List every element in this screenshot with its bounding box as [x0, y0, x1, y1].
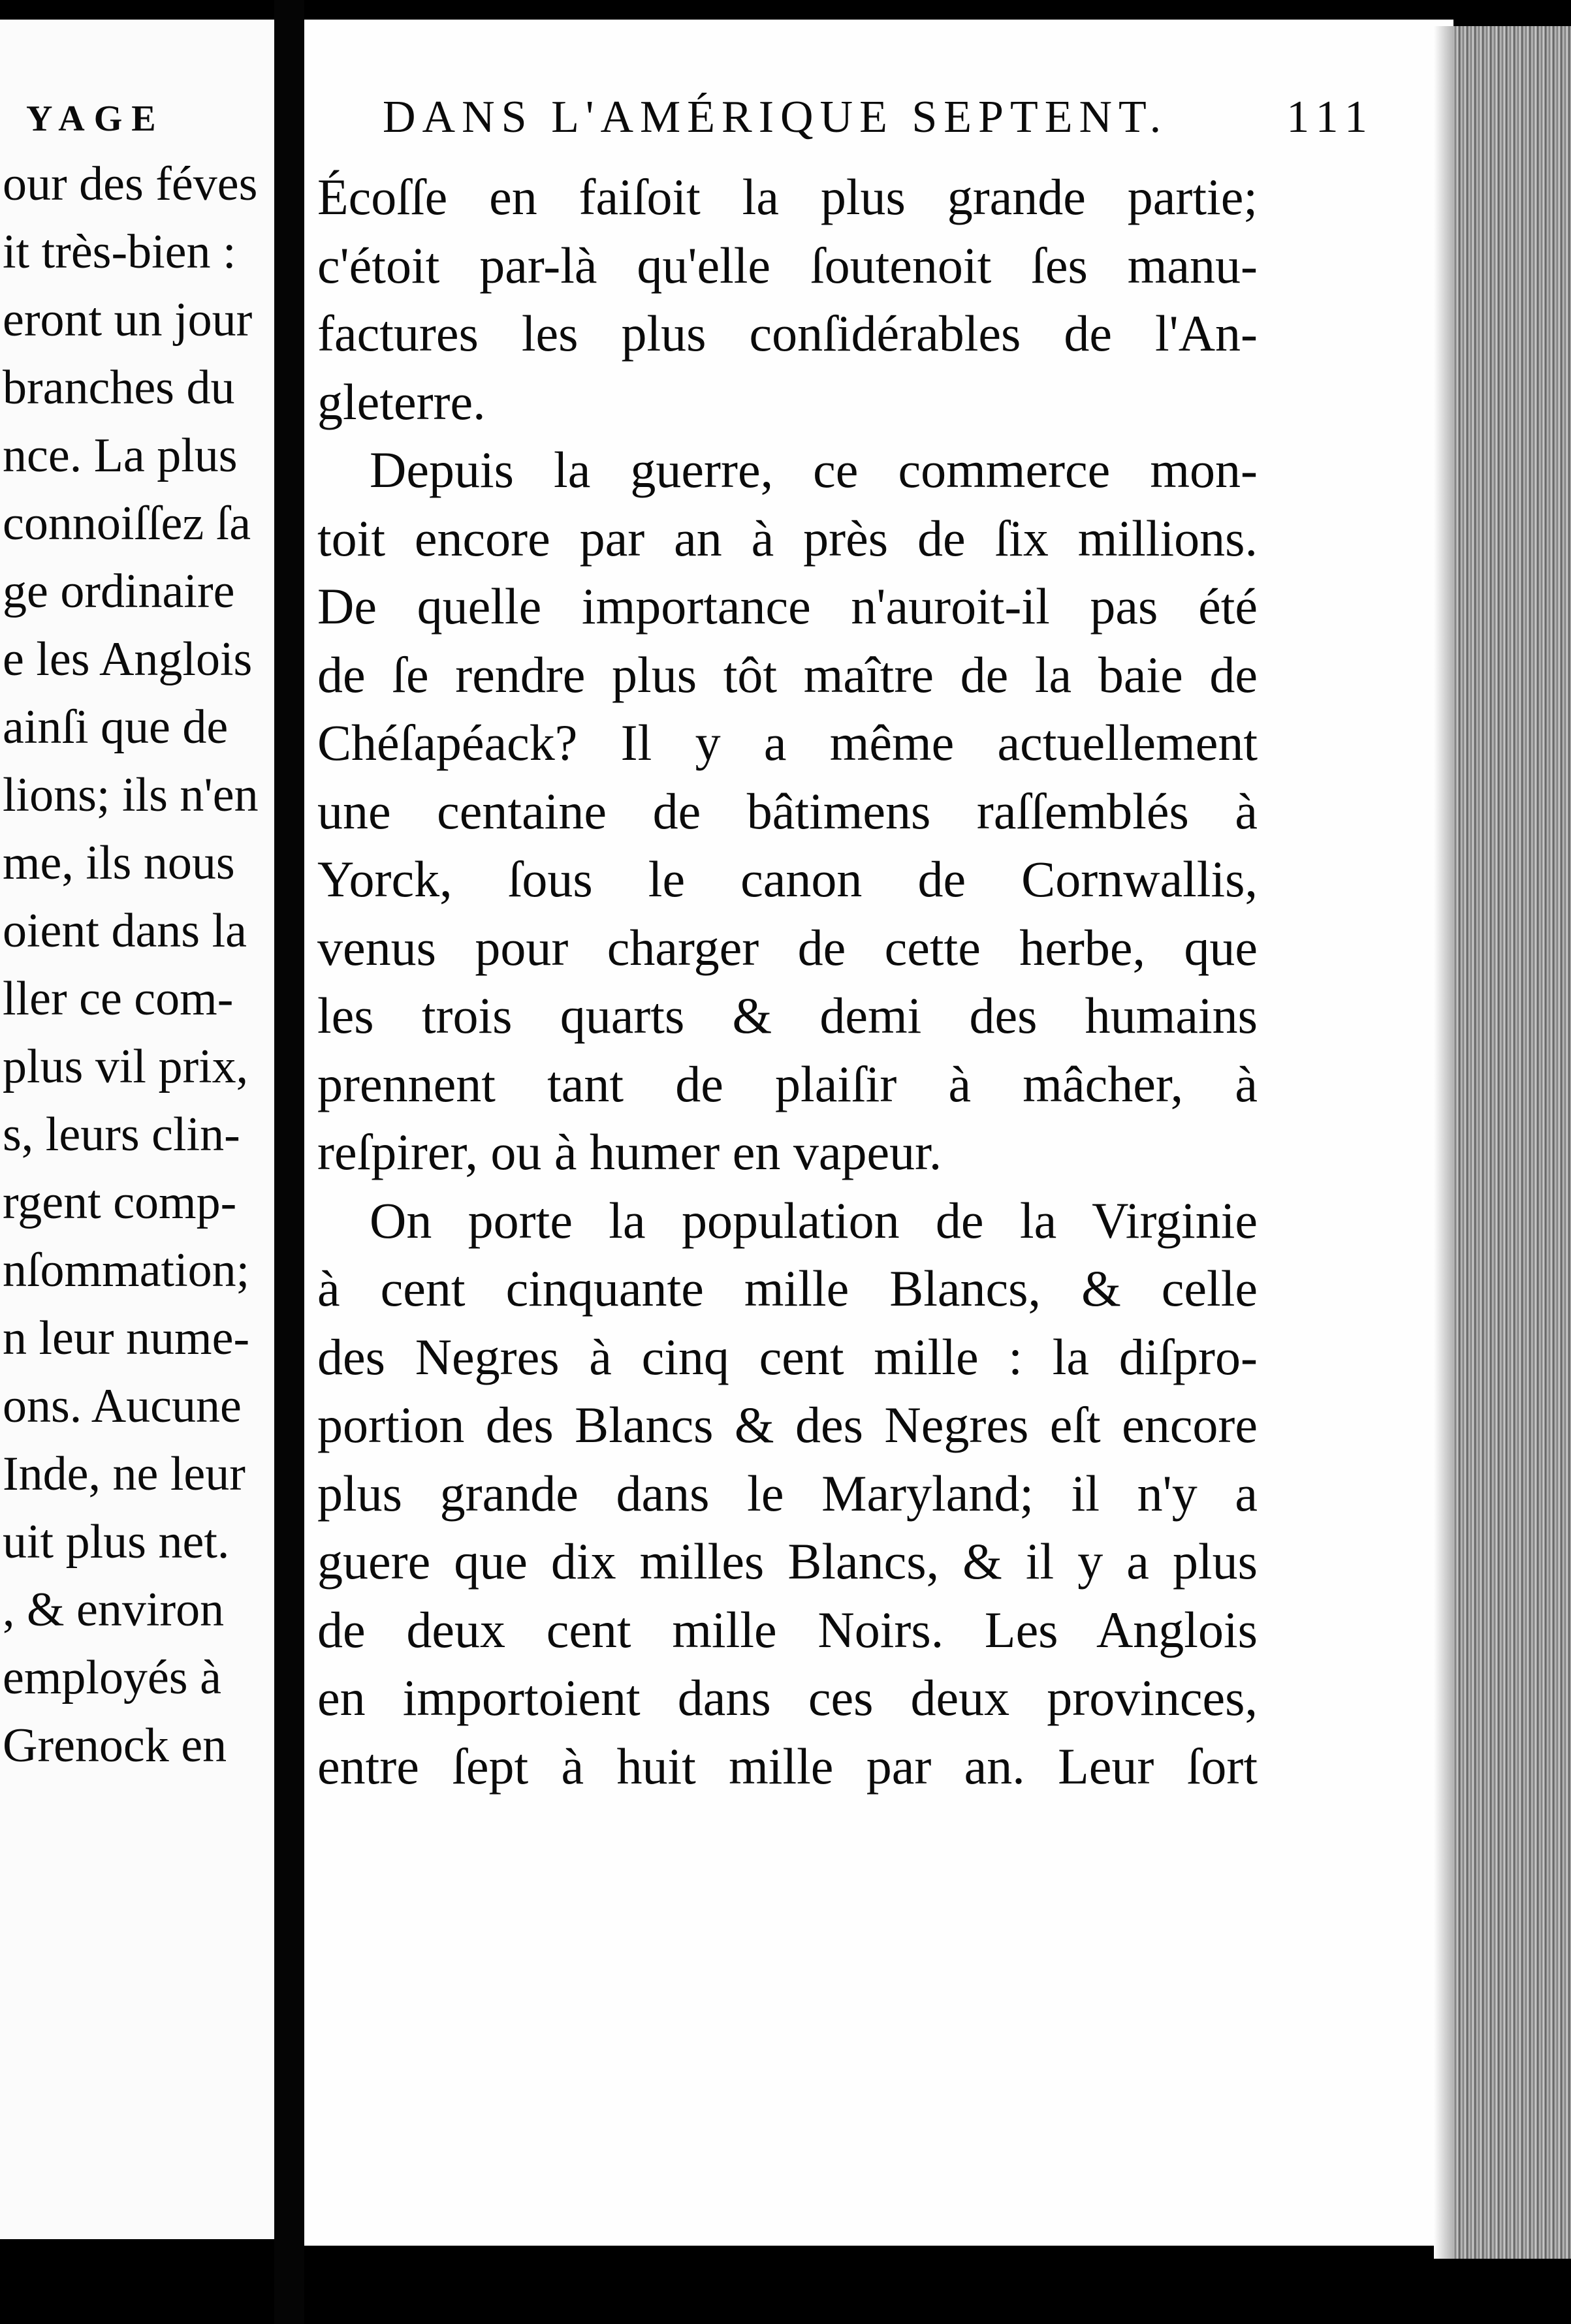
text-line: prennent tant de plaiſir à mâcher, à	[317, 1055, 1258, 1112]
left-text-line: me, ils nous	[3, 836, 235, 890]
text-line: de ſe rendre plus tôt maître de la baie de	[317, 646, 1258, 703]
book-gutter	[274, 0, 304, 2324]
left-text-line: ge ordinaire	[3, 565, 235, 618]
left-text-line: ller ce com-	[3, 972, 234, 1026]
left-text-line: oient dans la	[3, 904, 247, 958]
text-line: De quelle importance n'auroit-il pas été	[317, 578, 1258, 635]
text-line: toit encore par an à près de ſix millions.	[317, 509, 1258, 567]
left-text-line: nſommation;	[3, 1244, 250, 1297]
left-text-line: uit plus net.	[3, 1515, 230, 1569]
left-text-line: Grenock en	[3, 1719, 227, 1772]
left-text-line: it très-bien :	[3, 225, 236, 279]
running-head	[383, 91, 1375, 163]
book-fore-edge	[1453, 26, 1571, 2259]
text-line: plus grande dans le Maryland; il n'y a	[317, 1464, 1258, 1522]
text-line: entre ſept à huit mille par an. Leur ſort	[317, 1737, 1258, 1795]
left-text-line: ons. Aucune	[3, 1379, 242, 1433]
left-page	[0, 20, 274, 2239]
page-number: 111	[1286, 92, 1375, 142]
left-text-line: plus vil prix,	[3, 1040, 249, 1093]
text-line: Chéſapéack? Il y a même actuellement	[317, 714, 1258, 771]
text-line: les trois quarts & demi des humains	[317, 987, 1258, 1044]
text-line: guere que dix milles Blancs, & il y a plus	[317, 1533, 1258, 1590]
text-line: Yorck, ſous le canon de Cornwallis,	[317, 851, 1258, 907]
left-text-line: nce. La plus	[3, 429, 238, 482]
right-page	[304, 20, 1453, 2246]
left-text-line: Inde, ne leur	[3, 1447, 246, 1501]
left-text-line: e les Anglois	[3, 633, 253, 686]
text-line: une centaine de bâtimens raſſemblés à	[317, 782, 1258, 840]
left-text-line: our des féves	[3, 157, 258, 211]
left-text-line: rgent comp-	[3, 1176, 237, 1229]
running-title: DANS L'AMÉRIQUE SEPTENT.	[383, 92, 1168, 142]
left-text-line: s, leurs clin-	[3, 1108, 240, 1161]
left-text-line: connoiſſez ſa	[3, 497, 251, 550]
text-line: des Negres à cinq cent mille : la diſpro-	[317, 1328, 1258, 1385]
text-line: Écoſſe en faiſoit la plus grande partie;	[317, 168, 1258, 225]
text-line: de deux cent mille Noirs. Les Anglois	[317, 1601, 1258, 1658]
text-line: c'étoit par-là qu'elle ſoutenoit ſes manu-	[317, 236, 1258, 294]
text-line: gleterre.	[317, 373, 486, 430]
text-line: en importoient dans ces deux provinces,	[317, 1669, 1258, 1726]
left-text-line: branches du	[3, 361, 235, 415]
text-line: factures les plus conſidérables de l'An-	[317, 305, 1258, 362]
left-text-line: lions; ils n'en	[3, 768, 259, 822]
left-text-line: employés à	[3, 1651, 221, 1704]
text-line: portion des Blancs & des Negres eſt encore	[317, 1396, 1258, 1453]
text-line: On porte la population de la Virginie	[370, 1191, 1258, 1249]
left-text-line: ainſi que de	[3, 700, 229, 754]
left-text-line: n leur nume-	[3, 1311, 250, 1365]
body-text	[317, 163, 1258, 1800]
text-line: reſpirer, ou à humer en vapeur.	[317, 1123, 942, 1180]
left-running-head: YAGE	[26, 99, 165, 139]
text-line: venus pour charger de cette herbe, que	[317, 919, 1258, 976]
left-page-text	[0, 150, 274, 1780]
left-text-line: eront un jour	[3, 293, 253, 347]
text-line: Depuis la guerre, ce commerce mon-	[370, 441, 1258, 498]
text-line: à cent cinquante mille Blancs, & celle	[317, 1260, 1258, 1317]
left-text-line: , & environ	[3, 1583, 225, 1637]
